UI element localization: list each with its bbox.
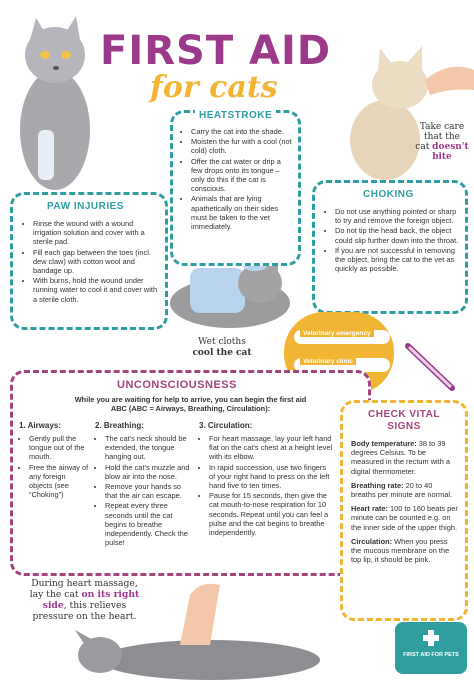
vet-emergency-label: Veterinary emergency [300, 330, 374, 337]
list-item: • In rapid succession, use two fingers of your right hand to press on the left hand five to ten times. [209, 463, 334, 491]
vital-signs-box [340, 400, 468, 621]
bite-warning-caption: Take care that the cat doesn't bite [415, 122, 469, 162]
first-aid-cross-icon [423, 630, 439, 646]
list-item: • Rinse the wound with a wound irrigation solution and cover with a sterile pad. [33, 219, 159, 247]
list-item: • If you are not successful in removing the object, bring the cat to the vet as quickly as possible. [335, 246, 459, 274]
first-aid-kit-label: FIRST AID FOR PETS [403, 652, 459, 658]
list-item: • The cat’s neck should be extended, the tongue hanging out. [105, 434, 195, 462]
paw-injuries-list [23, 219, 159, 305]
vet-emergency-field[interactable] [294, 330, 390, 344]
unconsciousness-intro: While you are waiting for help to arrive, you can begin the first aid ABC (ABC = Airways, Breathing, Circulation): [74, 395, 307, 413]
page-title: FIRST AID [100, 28, 332, 74]
list-item: • Free the airway of any foreign objects (see “Choking”) [29, 463, 89, 500]
list-item: • Repeat every three seconds until the cat begins to breathe independently. Check the pulse! [105, 501, 195, 547]
list-item: • Do not tip the head back, the object could slip further down into the throat. [335, 226, 459, 244]
paw-injuries-title: PAW INJURIES [43, 201, 128, 212]
list-item: • With burns, hold the wound under running water to cool it and cover with a sterile cloth. [33, 276, 159, 304]
list-item: • Pause for 15 seconds, then give the cat mouth-to-nose respiration for 10 seconds. Repeat until you can feel a pulse and the cat begins to breathe independently. [209, 491, 334, 537]
vital-signs-list: Body temperature: 38 to 39 degrees Celsius. To be measured in the rectum with a digital thermometer. Breathing rate: 20 to 40 breaths per minute are normal. Heart rate: 100 to 160 beats per minute can be counted e.g. on the inner side of the upper thigh. Circulation: When you press the mucous membrane on the top lip, it should be pink. [351, 439, 458, 565]
first-aid-kit [395, 622, 467, 674]
unconsciousness-title: UNCONSCIOUSNESS [113, 379, 241, 391]
list-item: • Animals that are lying apathetically on their sides must be taken to the vet immediately. [191, 194, 292, 231]
choking-box [312, 180, 468, 314]
heart-massage-caption: During heart massage, lay the cat on its right side, this relieves pressure on the heart. [29, 578, 140, 622]
list-item: • Moisten the fur with a cool (not cold) cloth. [191, 137, 292, 155]
list-item: • Fill each gap between the toes (incl. dew claw) with cotton wool and bandage up. [33, 248, 159, 276]
page-subtitle: for cats [150, 70, 278, 105]
breathing-column: 2. Breathing: • The cat’s neck should be extended, the tongue hanging out. • Hold the cat’s muzzle and blow air into the nose. • Remove your hands so that the air can escape. • Repeat every three seconds until the cat begins to breathe independently. Check the pulse! [95, 421, 195, 548]
heatstroke-list [181, 127, 292, 232]
list-item: • Remove your hands so that the air can escape. [105, 482, 195, 500]
wet-cloths-caption: Wet cloths cool the cat [192, 337, 252, 358]
airways-column: 1. Airways: • Gently pull the tongue out of the mouth. • Free the airway of any foreign objects (see “Choking”) [19, 421, 89, 500]
circulation-column: 3. Circulation: • For heart massage, lay your left hand flat on the cat’s chest at a height level with its elbow. • In rapid succession, use two fingers of your right hand to press on the left hand five to ten times. • Pause for 15 seconds, then give the cat mouth-to-nose respiration for 10 seconds. Repeat until you can feel a pulse and the cat begins to breathe independently. [199, 421, 334, 538]
paw-injuries-box [10, 192, 168, 330]
choking-title: CHOKING [359, 189, 418, 200]
heatstroke-box [170, 110, 301, 266]
cat-with-bandaged-paw-illustration [10, 10, 100, 195]
thermometer-icon [402, 340, 464, 398]
vital-signs-title: CHECK VITAL SIGNS [361, 409, 447, 433]
list-item: • Offer the cat water or drip a few drops onto its tongue – only do this if the cat is conscious. [191, 157, 292, 194]
unconsciousness-box [10, 370, 371, 576]
list-item: • Do not use anything pointed or sharp to try and remove the foreign object. [335, 207, 459, 225]
list-item: • For heart massage, lay your left hand flat on the cat’s chest at a height level with its elbow. [209, 434, 334, 462]
list-item: • Gently pull the tongue out of the mouth. [29, 434, 89, 462]
list-item: • Carry the cat into the shade. [191, 127, 292, 136]
vet-clinic-label: Veterinary clinic [300, 358, 356, 365]
choking-list [325, 207, 459, 274]
heatstroke-title: HEATSTROKE [195, 110, 276, 121]
list-item: • Hold the cat’s muzzle and blow air into the nose. [105, 463, 195, 481]
